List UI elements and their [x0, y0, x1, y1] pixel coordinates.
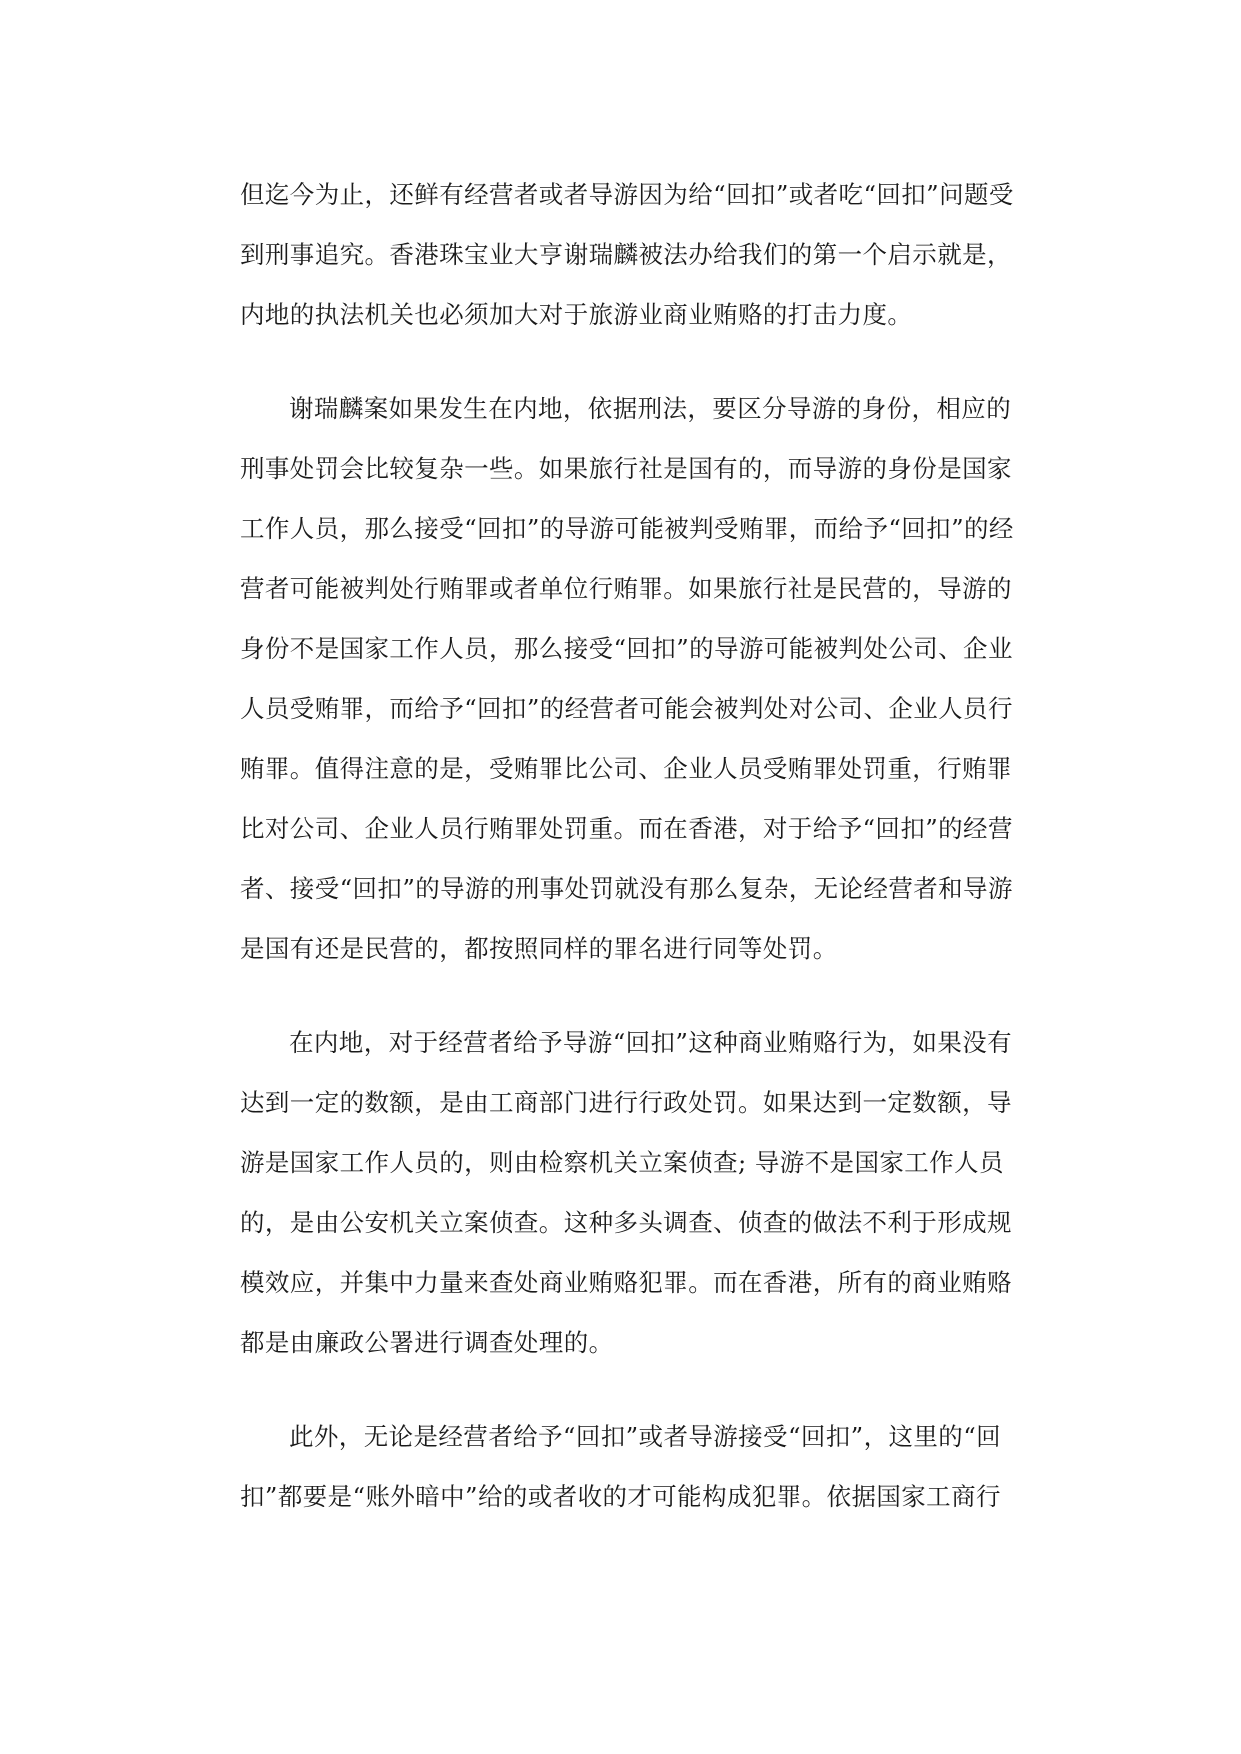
text-line: 扣”都要是“账外暗中”给的或者收的才可能构成犯罪。依据国家工商行: [240, 1482, 1001, 1511]
text-line: 都是由廉政公署进行调查处理的。: [240, 1328, 614, 1357]
paragraph-gap: [240, 345, 1000, 379]
text-line: 刑事处罚会比较复杂一些。如果旅行社是国有的，而导游的身份是国家: [240, 454, 1012, 483]
text-line: 在内地，对于经营者给予导游“回扣”这种商业贿赂行为，如果没有: [289, 1028, 1013, 1057]
text-line: 贿罪。值得注意的是，受贿罪比公司、企业人员受贿罪处罚重，行贿罪: [240, 754, 1012, 783]
text-line: 工作人员，那么接受“回扣”的导游可能被判受贿罪，而给予“回扣”的经: [240, 514, 1014, 543]
text-line: 谢瑞麟案如果发生在内地，依据刑法，要区分导游的身份，相应的: [289, 394, 1012, 423]
text-line: 是国有还是民营的，都按照同样的罪名进行同等处罚。: [240, 934, 838, 963]
paragraph-gap: [240, 1373, 1000, 1407]
text-line: 达到一定的数额，是由工商部门进行行政处罚。如果达到一定数额，导: [240, 1088, 1012, 1117]
text-line: 此外，无论是经营者给予“回扣”或者导游接受“回扣”，这里的“回: [289, 1422, 1002, 1451]
text-line: 内地的执法机关也必须加大对于旅游业商业贿赂的打击力度。: [240, 300, 913, 329]
paragraph-gap: [240, 979, 1000, 1013]
text-line: 营者可能被判处行贿罪或者单位行贿罪。如果旅行社是民营的，导游的: [240, 574, 1012, 603]
paragraph-1: [240, 165, 1014, 345]
text-line: 的，是由公安机关立案侦查。这种多头调查、侦查的做法不利于形成规: [240, 1208, 1012, 1237]
text-line: 人员受贿罪，而给予“回扣”的经营者可能会被判处对公司、企业人员行: [240, 694, 1013, 723]
paragraph-2: [240, 379, 1014, 979]
text-line: 到刑事追究。香港珠宝业大亨谢瑞麟被法办给我们的第一个启示就是，: [240, 240, 1012, 269]
paragraph-3: [240, 1013, 1013, 1373]
paragraph-4: [240, 1407, 1000, 1527]
text-line: 但迄今为止，还鲜有经营者或者导游因为给“回扣”或者吃“回扣”问题受: [240, 180, 1014, 209]
document-body: [240, 165, 1014, 1527]
text-line: 身份不是国家工作人员，那么接受“回扣”的导游可能被判处公司、企业: [240, 634, 1013, 663]
text-line: 游是国家工作人员的，则由检察机关立案侦查; 导游不是国家工作人员: [240, 1148, 1004, 1177]
text-line: 者、接受“回扣”的导游的刑事处罚就没有那么复杂，无论经营者和导游: [240, 874, 1013, 903]
text-line: 模效应，并集中力量来查处商业贿赂犯罪。而在香港，所有的商业贿赂: [240, 1268, 1012, 1297]
text-line: 比对公司、企业人员行贿罪处罚重。而在香港，对于给予“回扣”的经营: [240, 814, 1013, 843]
